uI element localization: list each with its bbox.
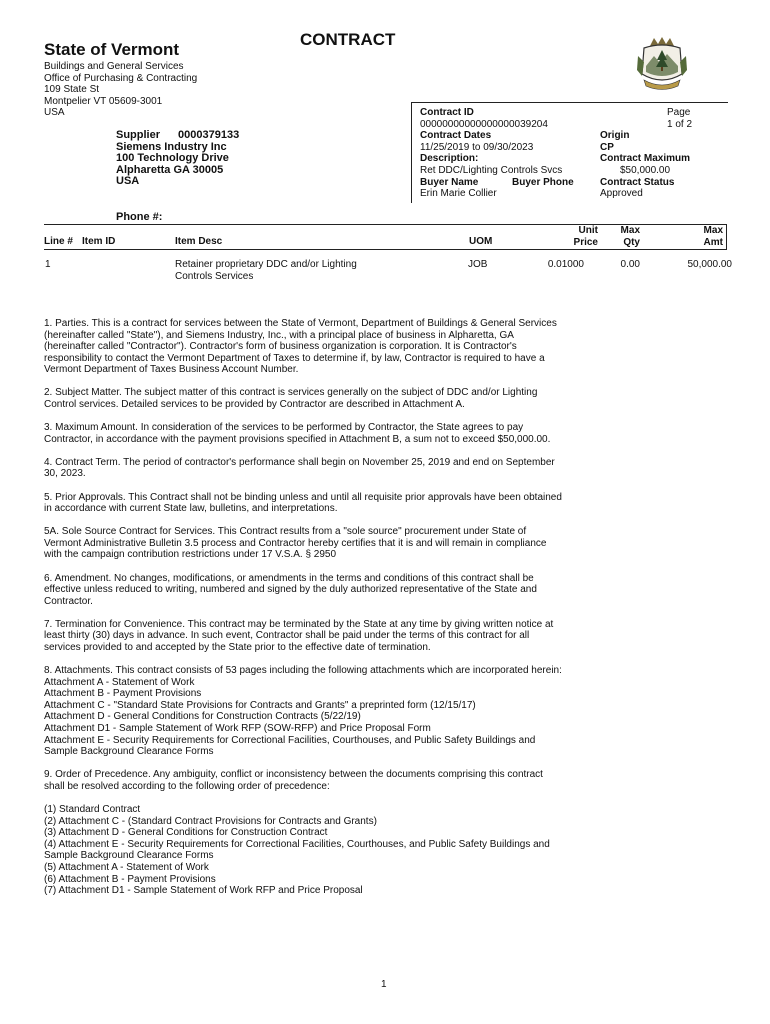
contract-id-label: Contract ID bbox=[420, 107, 474, 118]
precedence-item: (3) Attachment D - General Conditions for Construction Contract bbox=[44, 827, 328, 839]
table-row bbox=[44, 259, 734, 285]
contract-body bbox=[44, 318, 564, 897]
paragraph-contract-term: 4. Contract Term. The period of contractor's performance shall begin on November 25, 2019 and end on September 30, 2023. bbox=[44, 456, 555, 480]
line-items-header bbox=[44, 224, 727, 250]
origin-value: CP bbox=[600, 141, 614, 153]
paragraph-sole-source: 5A. Sole Source Contract for Services. This Contract results from a "sole source" procurement under State of Vermont Administrative Bulletin 3.5 process and Contractor hereby certifies that it is and will remain in compliance with the campaign contribution restrictions under 17 V.S.A. § 2950 bbox=[44, 526, 547, 561]
contract-maximum-value: $50,000.00 bbox=[620, 165, 671, 176]
page-label: Page bbox=[667, 107, 691, 118]
vermont-seal-icon bbox=[636, 36, 688, 94]
contract-dates-value: 11/25/2019 to 09/30/2023 bbox=[420, 141, 534, 153]
buyer-name-value: Erin Marie Collier bbox=[420, 188, 497, 200]
address-line: 109 State St bbox=[44, 84, 100, 96]
paragraph-amendment: 6. Amendment. No changes, modifications, or amendments in the terms and conditions of this contract shall be effective unless reduced to writing, numbered and signed by the duly authorized representative of the State and Contractor. bbox=[44, 572, 537, 607]
buyer-phone-label: Buyer Phone bbox=[512, 176, 574, 188]
document-title: CONTRACT bbox=[300, 30, 396, 49]
supplier-line: 100 Technology Drive bbox=[116, 152, 229, 165]
precedence-item: (7) Attachment D1 - Sample Statement of Work RFP and Price Proposal bbox=[44, 885, 363, 897]
precedence-item: (5) Attachment A - Statement of Work bbox=[44, 861, 209, 873]
description-label: Description: bbox=[420, 153, 479, 165]
page-value: 1 of 2 bbox=[667, 118, 693, 130]
col-max-amt-line2: Amt bbox=[703, 236, 723, 248]
row-item-desc-line1: Retainer proprietary DDC and/or Lighting bbox=[175, 259, 357, 270]
col-uom: UOM bbox=[469, 236, 493, 247]
supplier-id: 0000379133 bbox=[178, 129, 240, 141]
paragraph-termination: 7. Termination for Convenience. This contract may be terminated by the State at any time by giving written notice at least thirty (30) days in advance. In such event, Contractor shall be paid under the terms of this contract for all services provided to and accepted by the State prior to the effective date of termination. bbox=[44, 618, 554, 653]
address-line: Montpelier VT 05609-3001 bbox=[44, 95, 163, 107]
paragraph-parties: 1. Parties. This is a contract for services between the State of Vermont, Department of Buildings & General Services (hereinafter called "State"), and Siemens Industry, Inc., with a principal place of business in Alpharetta, GA (hereinafter called "Contractor"). Contractor's form of business organization is corporation. It is Contractor's responsibility to contact the Vermont Department of Taxes to determine if, by law, Contractor is required to have a Vermont Department of Taxes Business Account Number. bbox=[44, 318, 557, 376]
attachment-item: Attachment C - "Standard State Provisions for Contracts and Grants" a preprinted form (12/15/17) bbox=[44, 699, 476, 711]
row-line: 1 bbox=[45, 259, 51, 270]
col-max-qty-line1: Max bbox=[620, 225, 640, 236]
contract-status-value: Approved bbox=[600, 188, 643, 200]
paragraph-maximum-amount: 3. Maximum Amount. In consideration of the services to be performed by Contractor, the State agrees to pay Contractor, in accordance with the payment provisions specified in Attachment B, a sum not to exceed $50,000.00. bbox=[44, 422, 551, 445]
supplier-line: Siemens Industry Inc bbox=[116, 140, 227, 153]
col-item-desc: Item Desc bbox=[175, 236, 223, 247]
attachment-item: Attachment B - Payment Provisions bbox=[44, 688, 202, 700]
precedence-list bbox=[44, 804, 564, 897]
precedence-item: (4) Attachment E - Security Requirements for Correctional Facilities, Courthouses, and Public Safety Buildings and Sample Background Clearance Forms bbox=[44, 838, 550, 862]
phone-label: Phone #: bbox=[116, 211, 163, 223]
attachment-item: Attachment D1 - Sample Statement of Work RFP (SOW-RFP) and Price Proposal Form bbox=[44, 723, 431, 735]
contract-maximum-label: Contract Maximum bbox=[600, 153, 691, 165]
description-value: Ret DDC/Lighting Controls Svcs bbox=[420, 165, 563, 176]
supplier-block bbox=[116, 130, 239, 188]
attachment-item: Attachment E - Security Requirements for Correctional Facilities, Courthouses, and Public Safety Buildings and Sample Background Clearance Forms bbox=[44, 734, 536, 758]
attachments-intro: 8. Attachments. This contract consists of 53 pages including the following attachments which are incorporated herein: bbox=[44, 665, 562, 677]
paragraph-subject-matter: 2. Subject Matter. The subject matter of this contract is services generally on the subject of DDC and/or Lighting Control services. Detailed services to be provided by Contractor are described in Attachment A. bbox=[44, 387, 538, 411]
row-max-qty: 0.00 bbox=[620, 259, 640, 270]
precedence-item: (6) Attachment B - Payment Provisions bbox=[44, 873, 216, 885]
paragraph-prior-approvals: 5. Prior Approvals. This Contract shall not be binding unless and until all requisite prior approvals have been obtained in accordance with current State law, bulletins, and interpretations. bbox=[44, 491, 562, 515]
attachment-item: Attachment D - General Conditions for Construction Contracts (5/22/19) bbox=[44, 711, 361, 723]
col-unit-price-line2: Price bbox=[573, 236, 598, 248]
row-max-amt: 50,000.00 bbox=[687, 259, 732, 270]
col-item-id: Item ID bbox=[82, 236, 116, 247]
contract-dates-label: Contract Dates bbox=[420, 130, 492, 142]
origin-label: Origin bbox=[600, 130, 630, 142]
address-line: Buildings and General Services bbox=[44, 61, 184, 72]
attachment-item: Attachment A - Statement of Work bbox=[44, 676, 195, 688]
address-line: Office of Purchasing & Contracting bbox=[44, 72, 198, 84]
row-uom: JOB bbox=[468, 259, 488, 270]
col-max-qty bbox=[584, 225, 640, 248]
col-max-amt-line1: Max bbox=[703, 225, 723, 236]
contract-info-box bbox=[411, 102, 728, 203]
page-number: 1 bbox=[381, 979, 387, 990]
row-unit-price: 0.01000 bbox=[547, 259, 584, 270]
row-item-desc bbox=[175, 259, 357, 282]
buyer-name-label: Buyer Name bbox=[420, 176, 479, 188]
precedence-item: (2) Attachment C - (Standard Contract Provisions for Contracts and Grants) bbox=[44, 815, 377, 827]
supplier-line: Alpharetta GA 30005 bbox=[116, 163, 224, 176]
col-line: Line # bbox=[44, 236, 73, 247]
paragraph-precedence: 9. Order of Precedence. Any ambiguity, conflict or inconsistency between the documents comprising this contract shall be resolved according to the following order of precedence: bbox=[44, 769, 543, 792]
contract-status-label: Contract Status bbox=[600, 176, 675, 188]
col-unit-price-line1: Unit bbox=[578, 225, 598, 236]
precedence-item: (1) Standard Contract bbox=[44, 804, 141, 815]
paragraph-attachments bbox=[44, 665, 564, 758]
col-max-qty-line2: Qty bbox=[623, 236, 640, 248]
supplier-line: USA bbox=[116, 175, 140, 188]
col-max-amt bbox=[644, 225, 723, 248]
state-name: State of Vermont bbox=[44, 40, 180, 59]
contract-id-value: 00000000000000000039204 bbox=[420, 118, 548, 130]
supplier-label: Supplier bbox=[116, 129, 161, 141]
row-item-desc-line2: Controls Services bbox=[175, 270, 254, 282]
issuer-address bbox=[44, 61, 197, 119]
address-line: USA bbox=[44, 107, 65, 119]
